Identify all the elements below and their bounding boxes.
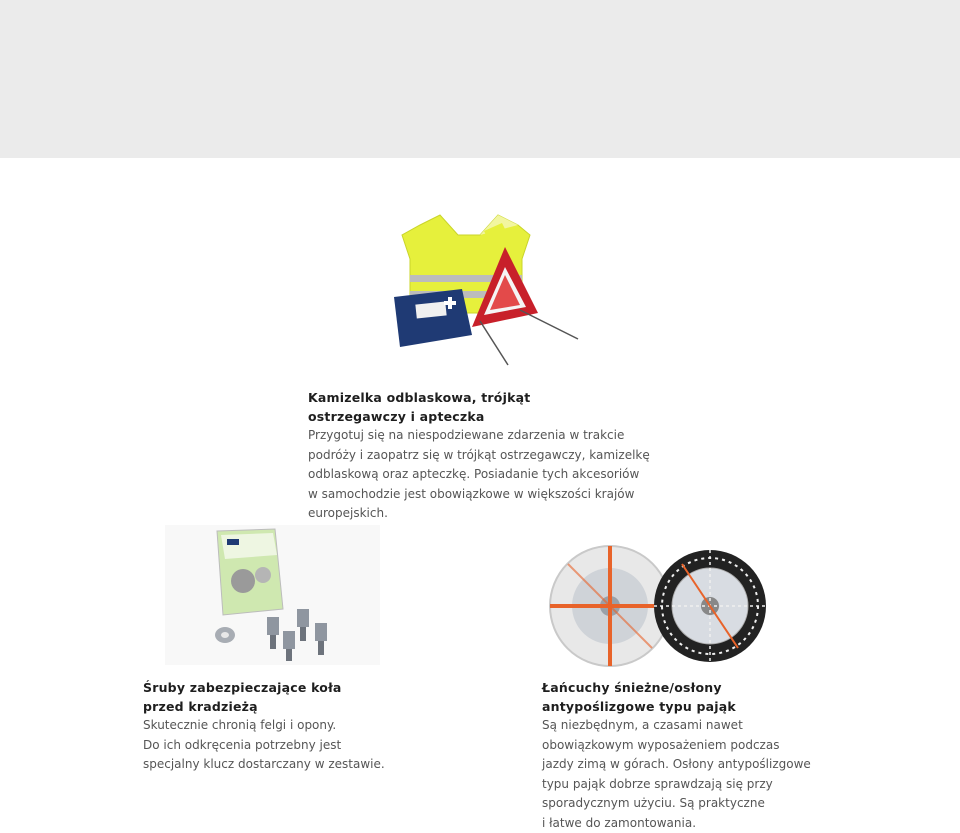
- product-snow-chains: [542, 678, 842, 833]
- safety-kit-photo: [380, 195, 600, 373]
- bolt-package-icon: [217, 529, 283, 615]
- product-title: Śruby zabezpieczające koła przed kradzieżą: [143, 680, 342, 714]
- first-aid-kit-icon: [394, 289, 472, 347]
- product-description: Przygotuj się na niespodziewane zdarzenia w trakcie podróży i zaopatrz się w trójkąt ostrzegawczy, kamizelkę odblaskową oraz apteczkę. Posiadanie tych akcesoriów w samochodzie jest obowiązkowe w większości krajów europejskich.: [308, 428, 650, 520]
- snow-chains-photo: [520, 540, 775, 670]
- product-wheel-bolts: [143, 678, 443, 775]
- snow-sock-icon: [550, 546, 670, 666]
- product-title: Kamizelka odblaskowa, trójkąt ostrzegawczy i apteczka: [308, 390, 531, 424]
- header-band: [0, 0, 960, 158]
- product-description: Skutecznie chronią felgi i opony. Do ich odkręcenia potrzebny jest specjalny klucz dostarczany w zestawie.: [143, 718, 385, 771]
- product-safety-kit: [308, 388, 688, 524]
- wheel-bolts-photo: [165, 525, 380, 665]
- product-description: Są niezbędnym, a czasami nawet obowiązkowym wyposażeniem podczas jazdy zimą w górach. Osłony antypoślizgowe typu pająk dobrze sprawdzają się przy sporadycznym użyciu. Są praktyczne i łatwe do zamontowania.: [542, 718, 811, 830]
- product-title: Łańcuchy śnieżne/osłony antypoślizgowe typu pająk: [542, 680, 736, 714]
- snow-chain-icon: [654, 550, 766, 662]
